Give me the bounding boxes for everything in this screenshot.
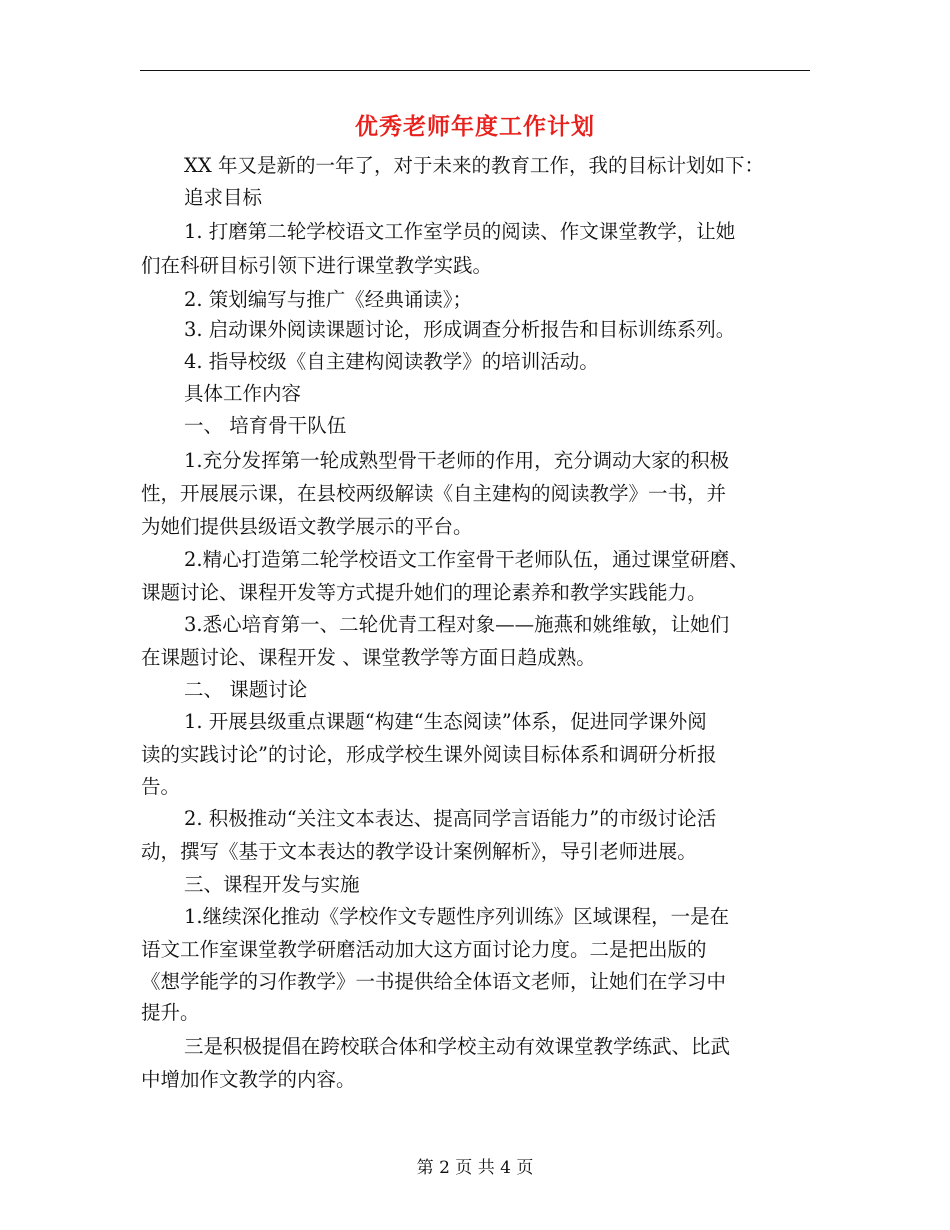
page-footer: 第 2 页 共 4 页	[416, 1158, 534, 1178]
paragraph-line: 《想学能学的习作教学》一书提供给全体语文老师，让她们在学习中	[141, 970, 727, 993]
paragraph-line: 告。	[141, 775, 181, 798]
paragraph-line: 为她们提供县级语文教学展示的平台。	[141, 515, 473, 538]
paragraph-line: 语文工作室课堂教学研磨活动加大这方面讨论力度。二是把出版的	[141, 938, 707, 961]
paragraph-line: 1.继续深化推动《学校作文专题性序列训练》区域课程，一是在	[184, 905, 730, 928]
paragraph-line: 2. 策划编写与推广《经典诵读》；	[184, 288, 473, 311]
paragraph-line: 4. 指导校级《自主建构阅读教学》的培训活动。	[184, 350, 599, 373]
section-heading: 三、课程开发与实施	[184, 873, 360, 896]
section-heading: 二、 课题讨论	[184, 678, 308, 701]
paragraph-line: 3. 启动课外阅读课题讨论，形成调查分析报告和目标训练系列。	[184, 318, 736, 341]
paragraph-line: 1. 开展县级重点课题“构建“生态阅读”体系，促进同学课外阅	[184, 710, 707, 733]
paragraph-line: 动，撰写《基于文本表达的教学设计案例解析》，导引老师进展。	[141, 840, 697, 863]
paragraph-line: 课题讨论、课程开发等方式提升她们的理论素养和教学实践能力。	[141, 581, 707, 604]
paragraph-line: 2. 积极推动“关注文本表达、提高同学言语能力”的市级讨论活	[184, 807, 717, 830]
paragraph-line: 三是积极提倡在跨校联合体和学校主动有效课堂教学练武、比武	[184, 1035, 731, 1058]
section-heading: 具体工作内容	[184, 382, 302, 405]
section-heading: 追求目标	[184, 186, 263, 209]
paragraph-line: 提升。	[141, 1001, 200, 1024]
paragraph-line: 1. 打磨第二轮学校语文工作室学员的阅读、作文课堂教学，让她	[184, 220, 736, 243]
paragraph-line: 们在科研目标引领下进行课堂教学实践。	[141, 254, 493, 277]
paragraph-line: 1.充分发挥第一轮成熟型骨干老师的作用，充分调动大家的积极	[184, 449, 730, 472]
header-rule	[140, 70, 810, 71]
document-title: 优秀老师年度工作计划	[355, 113, 595, 140]
paragraph-line: 3.悉心培育第一、二轮优青工程对象——施燕和姚维敏，让她们	[184, 613, 730, 636]
paragraph-line: 性，开展展示课，在县校两级解读《自主建构的阅读教学》一书，并	[141, 482, 727, 505]
paragraph-line: 在课题讨论、课程开发 、课堂教学等方面日趋成熟。	[141, 646, 596, 669]
section-heading: 一、 培育骨干队伍	[184, 414, 347, 437]
paragraph-line: XX 年又是新的一年了，对于未来的教育工作，我的目标计划如下：	[184, 154, 764, 177]
paragraph-line: 2.精心打造第二轮学校语文工作室骨干老师队伍，通过课堂研磨、	[184, 548, 749, 571]
paragraph-line: 读的实践讨论”的讨论，形成学校生课外阅读目标体系和调研分析报	[141, 743, 717, 766]
paragraph-line: 中增加作文教学的内容。	[141, 1068, 356, 1091]
